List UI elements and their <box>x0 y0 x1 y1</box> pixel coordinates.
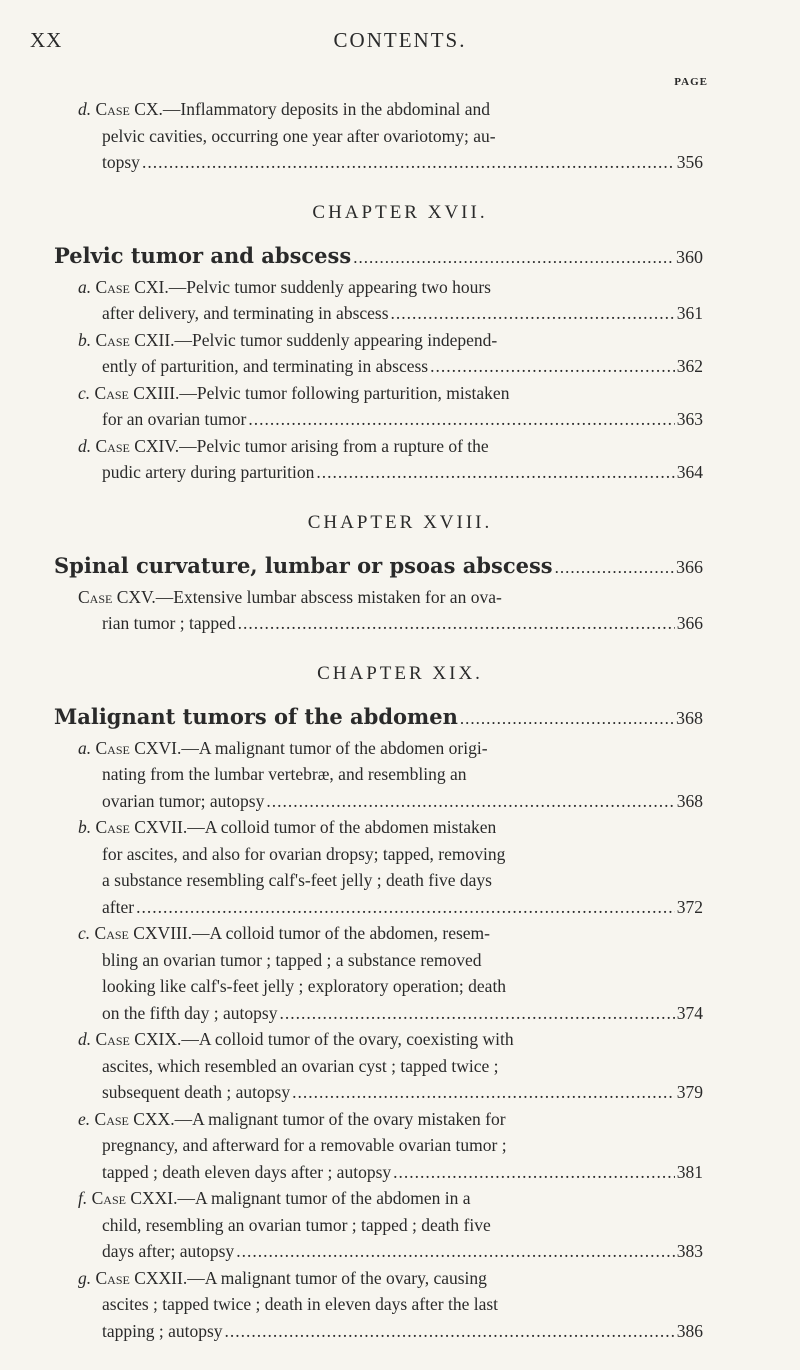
entry-text: ovarian tumor; autopsy <box>102 790 265 811</box>
entry-first-line <box>78 1026 703 1053</box>
entry-case-word: Case <box>94 923 129 943</box>
entry-first-line <box>78 274 703 301</box>
contents-entry <box>78 1265 703 1345</box>
entry-case-word: Case <box>95 276 130 297</box>
entry-continuation: a substance resembling calf's-feet jelly ; death five days <box>102 870 492 890</box>
entry-case-word: Case <box>91 1188 126 1208</box>
entry-first-line <box>78 96 703 123</box>
dot-leader <box>225 1318 675 1345</box>
dot-leader <box>460 705 674 733</box>
entry-text: CXII.—Pelvic tumor suddenly appearing independ- <box>134 329 498 350</box>
entry-last-line <box>78 788 703 815</box>
entry-page-number: 374 <box>676 1002 703 1023</box>
page-column-label: PAGE <box>674 76 708 88</box>
entry-case-word: Case <box>95 817 130 837</box>
entry-text: CXVIII.—A colloid tumor of the abdomen, resem- <box>133 923 490 943</box>
dot-leader <box>353 244 674 272</box>
entry-letter: e. <box>78 1108 91 1129</box>
entry-text: CXI.—Pelvic tumor suddenly appearing two hours <box>134 276 491 297</box>
dot-leader <box>136 894 675 921</box>
entry-last-line <box>78 894 703 921</box>
entry-page-number: 362 <box>676 356 703 376</box>
dot-leader <box>236 1238 675 1265</box>
entry-last-line <box>78 353 703 380</box>
contents-entry <box>78 814 703 920</box>
entry-text: tapping ; autopsy <box>102 1320 223 1341</box>
entry-first-line <box>78 735 703 762</box>
dot-leader <box>393 1159 675 1186</box>
entry-letter: d. <box>78 435 92 456</box>
contents-entry <box>78 735 703 815</box>
dot-leader <box>248 406 674 433</box>
entry-letter: d. <box>78 1029 92 1049</box>
entry-last-line <box>78 459 703 486</box>
entry-case-word: Case <box>78 586 113 607</box>
entry-page-number: 372 <box>676 896 703 917</box>
dot-leader <box>142 149 675 176</box>
section-page-number: 366 <box>676 556 703 577</box>
page-number: XX <box>30 28 63 52</box>
entry-page-number: 381 <box>676 1161 703 1182</box>
entry-text: CXIII.—Pelvic tumor following parturition, mistaken <box>133 382 510 403</box>
entry-letter: b. <box>78 329 92 350</box>
entry-page-number: 361 <box>676 303 703 323</box>
entry-text: tapped ; death eleven days after ; autopsy <box>102 1161 392 1182</box>
contents-entry <box>78 1026 703 1106</box>
section-title: Spinal curvature, lumbar or psoas abscess <box>54 552 553 578</box>
contents-entry <box>78 584 703 637</box>
dot-leader <box>292 1079 675 1106</box>
entry-last-line <box>78 300 703 327</box>
entry-text: CXIX.—A colloid tumor of the ovary, coexisting with <box>134 1029 514 1049</box>
entry-text: subsequent death ; autopsy <box>102 1082 291 1102</box>
entry-page-number: 379 <box>676 1082 703 1102</box>
entry-letter: c. <box>78 923 91 943</box>
section-title-row <box>54 552 703 582</box>
entry-letter: f. <box>78 1188 88 1208</box>
entry-case-word: Case <box>95 737 130 758</box>
running-head <box>0 28 800 58</box>
entry-first-line <box>78 380 703 407</box>
entry-last-line <box>78 610 703 637</box>
contents-entry <box>78 96 703 176</box>
entry-text: CXXII.—A malignant tumor of the ovary, causing <box>134 1267 487 1288</box>
contents-entry <box>78 1185 703 1265</box>
entry-continuation: bling an ovarian tumor ; tapped ; a substance removed <box>102 949 482 970</box>
section-title-row <box>54 703 703 733</box>
entry-continuation: pelvic cavities, occurring one year after ovariotomy; au- <box>102 125 496 146</box>
entry-first-line <box>78 814 703 841</box>
entry-letter: b. <box>78 817 92 837</box>
entry-text: pudic artery during parturition <box>102 462 315 482</box>
entry-text: CXV.—Extensive lumbar abscess mistaken for an ova- <box>116 586 502 607</box>
entry-text: CXVI.—A malignant tumor of the abdomen origi- <box>134 737 488 758</box>
entry-case-word: Case <box>95 1029 130 1049</box>
dot-leader <box>238 610 675 637</box>
entry-continuation: ascites ; tapped twice ; death in eleven days after the last <box>102 1294 499 1314</box>
section-title-row <box>54 242 703 272</box>
section-title: Malignant tumors of the abdomen <box>54 703 458 729</box>
entry-last-line <box>78 149 703 176</box>
contents-entry <box>78 380 703 433</box>
entry-letter: c. <box>78 382 91 403</box>
entry-first-line <box>78 433 703 460</box>
entry-last-line <box>78 1238 703 1265</box>
entry-case-word: Case <box>95 329 130 350</box>
entry-page-number: 383 <box>676 1241 703 1261</box>
entry-first-line <box>78 327 703 354</box>
entry-last-line <box>78 1000 703 1027</box>
entry-last-line <box>78 406 703 433</box>
entry-continuation: child, resembling an ovarian tumor ; tapped ; death five <box>102 1214 491 1235</box>
entry-page-number: 386 <box>676 1320 703 1341</box>
entry-letter: a. <box>78 737 92 758</box>
entry-case-word: Case <box>94 382 129 403</box>
contents-list <box>0 96 800 1344</box>
entry-text: after delivery, and terminating in abscess <box>102 303 389 323</box>
entry-text: days after; autopsy <box>102 1241 235 1261</box>
dot-leader <box>391 300 675 327</box>
entry-page-number: 364 <box>676 462 703 482</box>
contents-entry <box>78 327 703 380</box>
entry-text: CXIV.—Pelvic tumor arising from a rupture of the <box>134 435 489 456</box>
entry-text: CXX.—A malignant tumor of the ovary mistaken for <box>133 1108 506 1129</box>
entry-letter: g. <box>78 1267 92 1288</box>
dot-leader <box>266 788 674 815</box>
contents-entry <box>78 920 703 1026</box>
entry-first-line <box>78 1185 703 1212</box>
entry-continuation: for ascites, and also for ovarian dropsy; tapped, removing <box>102 843 506 864</box>
dot-leader <box>430 353 675 380</box>
entry-case-word: Case <box>95 1267 130 1288</box>
section-page-number: 360 <box>676 246 703 267</box>
entry-continuation: ascites, which resembled an ovarian cyst ; tapped twice ; <box>102 1055 499 1076</box>
entry-continuation: looking like calf's-feet jelly ; exploratory operation; death <box>102 976 507 996</box>
page-title: CONTENTS. <box>333 28 467 52</box>
chapter-heading: CHAPTER XVII. <box>312 201 488 223</box>
entry-first-line <box>78 920 703 947</box>
entry-text: topsy <box>102 152 140 172</box>
entry-text: CXVII.—A colloid tumor of the abdomen mistaken <box>134 817 497 837</box>
section-title: Pelvic tumor and abscess <box>54 242 352 268</box>
entry-case-word: Case <box>95 99 130 119</box>
entry-last-line <box>78 1318 703 1345</box>
chapter-heading: CHAPTER XIX. <box>317 662 483 684</box>
entry-page-number: 366 <box>676 613 703 633</box>
entry-page-number: 363 <box>676 409 703 429</box>
entry-last-line <box>78 1079 703 1106</box>
entry-page-number: 356 <box>676 152 703 172</box>
entry-first-line <box>78 584 703 611</box>
dot-leader <box>316 459 674 486</box>
dot-leader <box>555 554 674 582</box>
contents-entry <box>78 1106 703 1186</box>
entry-text: for an ovarian tumor <box>102 409 247 429</box>
entry-text: rian tumor ; tapped <box>102 613 236 633</box>
entry-letter: a. <box>78 276 92 297</box>
entry-last-line <box>78 1159 703 1186</box>
chapter-heading: CHAPTER XVIII. <box>307 511 493 533</box>
entry-text: on the fifth day ; autopsy <box>102 1002 278 1023</box>
entry-continuation: pregnancy, and afterward for a removable ovarian tumor ; <box>102 1135 507 1155</box>
entry-text: CXXI.—A malignant tumor of the abdomen in a <box>130 1188 471 1208</box>
entry-page-number: 368 <box>676 790 703 811</box>
entry-text: CX.—Inflammatory deposits in the abdominal and <box>134 99 490 119</box>
entry-continuation: nating from the lumbar vertebræ, and resembling an <box>102 764 467 784</box>
section-page-number: 368 <box>676 707 703 728</box>
entry-first-line <box>78 1106 703 1133</box>
dot-leader <box>279 1000 674 1027</box>
entry-text: ently of parturition, and terminating in abscess <box>102 356 429 376</box>
entry-text: after <box>102 896 135 917</box>
entry-case-word: Case <box>94 1108 129 1129</box>
entry-letter: d. <box>78 99 92 119</box>
contents-entry <box>78 274 703 327</box>
entry-case-word: Case <box>95 435 130 456</box>
entry-first-line <box>78 1265 703 1292</box>
contents-entry <box>78 433 703 486</box>
